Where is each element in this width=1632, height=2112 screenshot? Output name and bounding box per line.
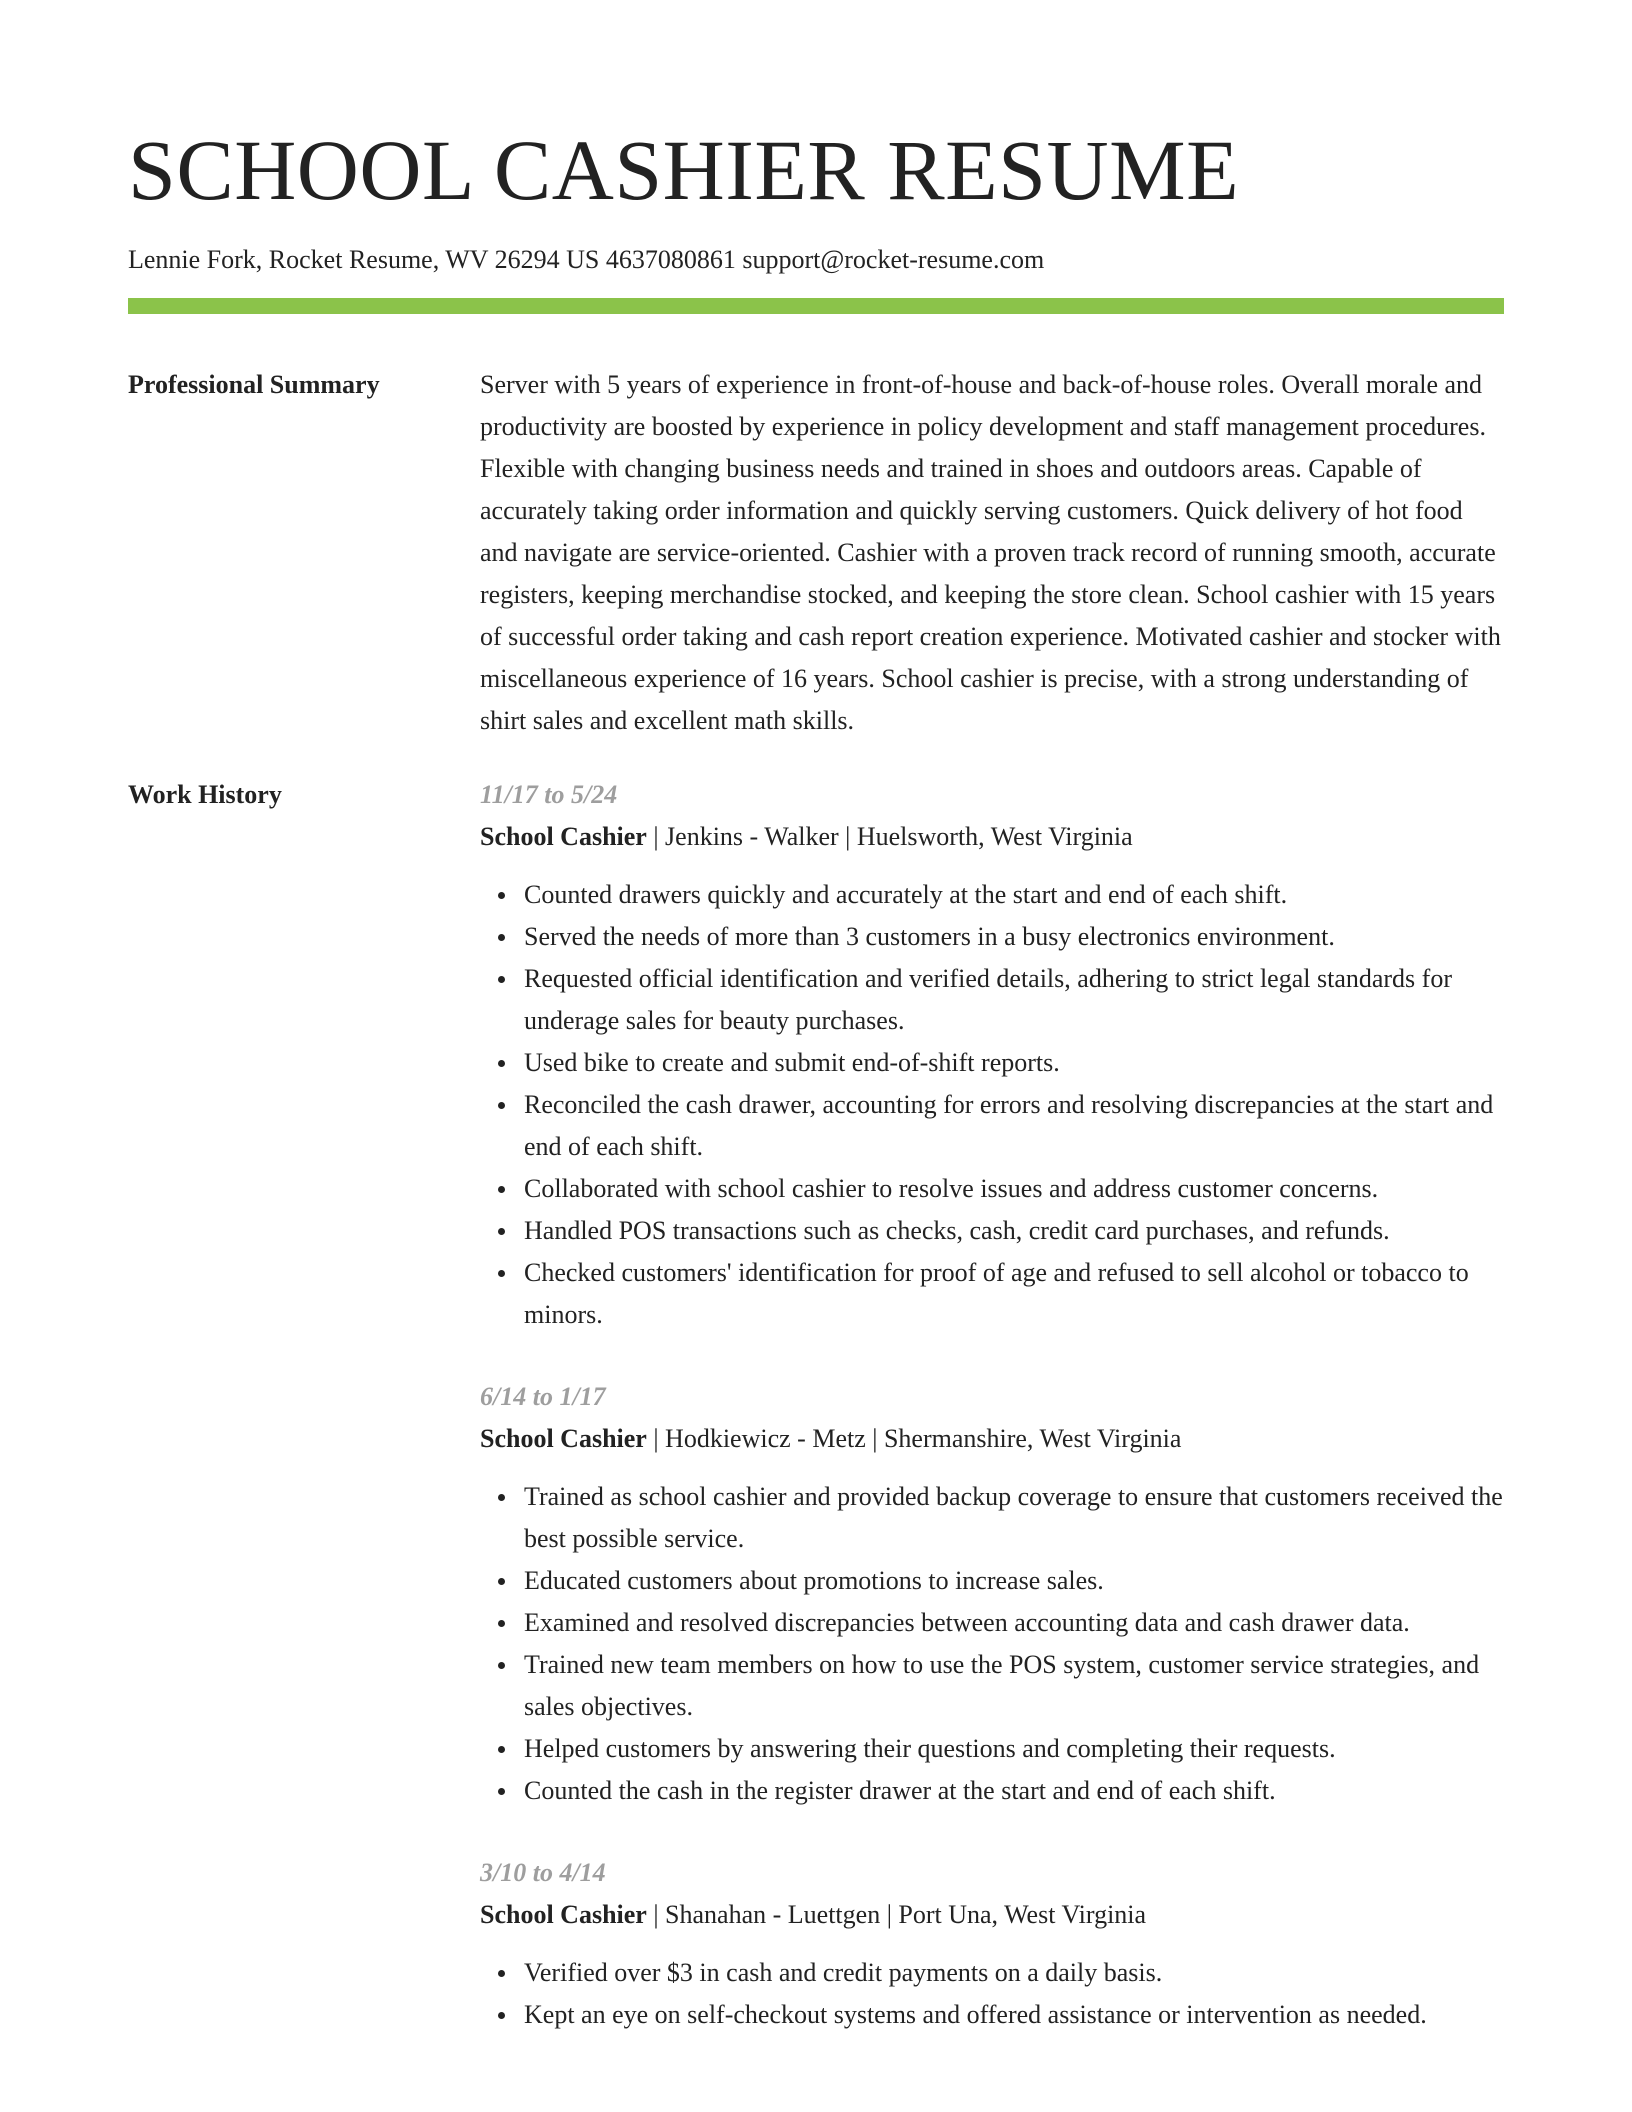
job-details: | Shanahan - Luettgen | Port Una, West Virginia xyxy=(646,1900,1147,1929)
job-heading xyxy=(480,1418,1504,1460)
job-bullet: Checked customers' identification for proof of age and refused to sell alcohol or tobacco to minors. xyxy=(524,1252,1504,1336)
job-bullet: Verified over $3 in cash and credit payments on a daily basis. xyxy=(524,1952,1504,1994)
job-bullet: Examined and resolved discrepancies between accounting data and cash drawer data. xyxy=(524,1602,1504,1644)
work-history-section xyxy=(128,774,1504,2076)
job-bullet: Kept an eye on self-checkout systems and offered assistance or intervention as needed. xyxy=(524,1994,1504,2036)
professional-summary-section xyxy=(128,364,1504,742)
job-title: School Cashier xyxy=(480,1900,647,1929)
job-bullet: Collaborated with school cashier to resolve issues and address customer concerns. xyxy=(524,1168,1504,1210)
summary-text: Server with 5 years of experience in front-of-house and back-of-house roles. Overall morale and productivity are boosted by experience in policy development and staff management procedures. Flexible with changing business needs and trained in shoes and outdoors areas. Capable of accurately taking order information and quickly serving customers. Quick delivery of hot food and navigate are service-oriented. Cashier with a proven track record of running smooth, accurate registers, keeping merchandise stocked, and keeping the store clean. School cashier with 15 years of successful order taking and cash report creation experience. Motivated cashier and stocker with miscellaneous experience of 16 years. School cashier is precise, with a strong understanding of shirt sales and excellent math skills. xyxy=(480,370,1501,735)
job-bullet-list xyxy=(480,1952,1504,2036)
job-bullet-list xyxy=(480,1476,1504,1812)
job-heading xyxy=(480,1894,1504,1936)
job-entry xyxy=(480,1852,1504,2036)
contact-line: Lennie Fork, Rocket Resume, WV 26294 US 4637080861 support@rocket-resume.com xyxy=(128,245,1045,274)
work-history-body xyxy=(480,774,1504,2076)
job-dates: 3/10 to 4/14 xyxy=(480,1858,606,1887)
job-bullet: Reconciled the cash drawer, accounting for errors and resolving discrepancies at the start and end of each shift. xyxy=(524,1084,1504,1168)
job-title: School Cashier xyxy=(480,1424,647,1453)
section-label-summary: Professional Summary xyxy=(128,370,380,399)
job-entry xyxy=(480,774,1504,1336)
job-bullet: Handled POS transactions such as checks, cash, credit card purchases, and refunds. xyxy=(524,1210,1504,1252)
job-details: | Hodkiewicz - Metz | Shermanshire, West Virginia xyxy=(646,1424,1182,1453)
job-bullet: Counted drawers quickly and accurately at the start and end of each shift. xyxy=(524,874,1504,916)
section-label-work-history: Work History xyxy=(128,780,282,809)
job-bullet: Requested official identification and verified details, adhering to strict legal standards for underage sales for beauty purchases. xyxy=(524,958,1504,1042)
job-bullet: Counted the cash in the register drawer at the start and end of each shift. xyxy=(524,1770,1504,1812)
job-bullet: Trained new team members on how to use the POS system, customer service strategies, and sales objectives. xyxy=(524,1644,1504,1728)
job-dates: 11/17 to 5/24 xyxy=(480,780,618,809)
job-title: School Cashier xyxy=(480,822,647,851)
job-bullet: Helped customers by answering their questions and completing their requests. xyxy=(524,1728,1504,1770)
job-bullet: Trained as school cashier and provided backup coverage to ensure that customers received the best possible service. xyxy=(524,1476,1504,1560)
job-dates: 6/14 to 1/17 xyxy=(480,1382,606,1411)
job-bullet: Used bike to create and submit end-of-shift reports. xyxy=(524,1042,1504,1084)
job-entry xyxy=(480,1376,1504,1812)
resume-page xyxy=(128,120,1504,2076)
job-bullet: Served the needs of more than 3 customers in a busy electronics environment. xyxy=(524,916,1504,958)
job-bullet: Educated customers about promotions to increase sales. xyxy=(524,1560,1504,1602)
job-bullet-list xyxy=(480,874,1504,1336)
job-details: | Jenkins - Walker | Huelsworth, West Virginia xyxy=(646,822,1133,851)
resume-title: SCHOOL CASHIER RESUME xyxy=(128,122,1240,218)
job-heading xyxy=(480,816,1504,858)
summary-body xyxy=(480,364,1504,742)
accent-divider xyxy=(128,298,1504,314)
